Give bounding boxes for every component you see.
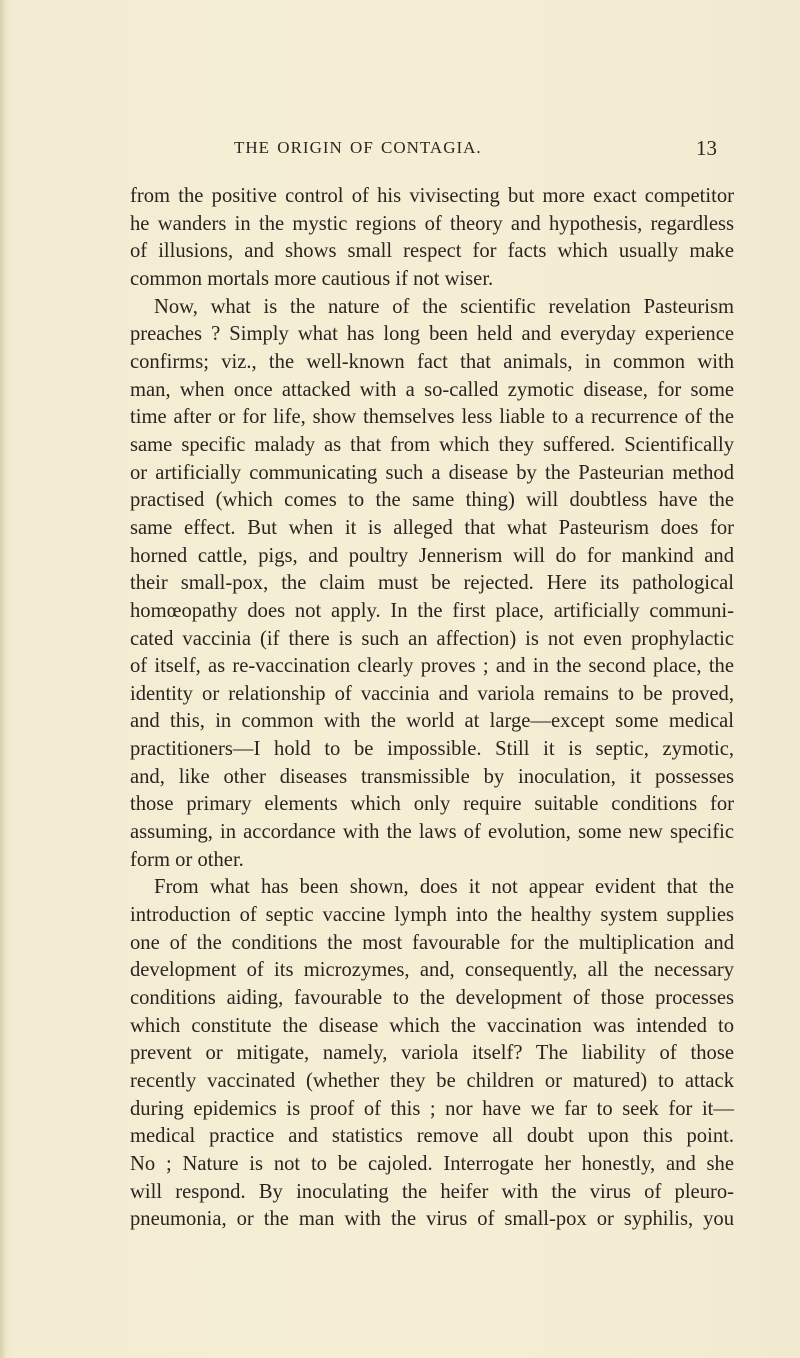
text-line: Now, what is the nature of the scientific revelation Pasteurism bbox=[154, 295, 734, 318]
text-line: horned cattle, pigs, and poultry Jennerism will do for mankind and bbox=[130, 544, 734, 567]
text-line: conditions aiding, favourable to the development of those processes bbox=[130, 987, 734, 1010]
text-line: preaches ? Simply what has long been held and everyday experience bbox=[130, 323, 734, 346]
text-line: prevent or mitigate, namely, variola itself? The liability of those bbox=[130, 1042, 734, 1065]
text-line: medical practice and statistics remove all doubt upon this point. bbox=[130, 1125, 734, 1148]
text-line: assuming, in accordance with the laws of evolution, some new specific bbox=[130, 821, 734, 844]
text-line: time after or for life, show themselves less liable to a recurrence of the bbox=[130, 406, 734, 429]
page-gutter-shadow bbox=[0, 0, 6, 1358]
text-line: practitioners—I hold to be impossible. Still it is septic, zymotic, bbox=[130, 738, 734, 761]
text-line: homœopathy does not apply. In the first place, artificially communi- bbox=[130, 599, 734, 622]
text-line: or artificially communicating such a disease by the Pasteurian method bbox=[130, 461, 734, 484]
text-line: which constitute the disease which the vaccination was intended to bbox=[130, 1014, 734, 1037]
page-number: 13 bbox=[696, 136, 717, 160]
text-line: common mortals more cautious if not wiser. bbox=[130, 267, 494, 290]
text-line: one of the conditions the most favourable for the multiplication and bbox=[130, 931, 734, 954]
text-line: same specific malady as that from which they suffered. Scientifically bbox=[130, 433, 734, 456]
running-title: THE ORIGIN OF CONTAGIA. bbox=[234, 138, 482, 157]
running-head bbox=[130, 138, 730, 164]
text-line: their small-pox, the claim must be rejected. Here its pathological bbox=[130, 572, 734, 595]
text-line: man, when once attacked with a so-called zymotic disease, for some bbox=[130, 378, 734, 401]
text-line: From what has been shown, does it not appear evident that the bbox=[154, 876, 734, 899]
text-line: from the positive control of his vivisecting but more exact competitor bbox=[130, 185, 734, 207]
text-line: practised (which comes to the same thing) will doubtless have the bbox=[130, 489, 734, 512]
text-line: recently vaccinated (whether they be children or matured) to attack bbox=[130, 1070, 734, 1092]
text-line: confirms; viz., the well-known fact that animals, in common with bbox=[130, 350, 734, 373]
text-line: during epidemics is proof of this ; nor have we far to seek for it— bbox=[130, 1097, 734, 1120]
text-line: No ; Nature is not to be cajoled. Interrogate her honestly, and she bbox=[130, 1152, 734, 1175]
text-line: same effect. But when it is alleged that what Pasteurism does for bbox=[130, 516, 734, 539]
text-line: pneumonia, or the man with the virus of small-pox or syphilis, you bbox=[130, 1208, 734, 1231]
text-line: and this, in common with the world at large—except some medical bbox=[130, 710, 734, 733]
text-line: identity or relationship of vaccinia and variola remains to be proved, bbox=[130, 682, 734, 705]
text-line: will respond. By inoculating the heifer with the virus of pleuro- bbox=[130, 1180, 734, 1203]
text-line: of itself, as re-vaccination clearly proves ; and in the second place, the bbox=[130, 655, 734, 678]
text-line: he wanders in the mystic regions of theory and hypothesis, regardless bbox=[130, 212, 734, 235]
text-line: and, like other diseases transmissible by inoculation, it possesses bbox=[130, 765, 734, 788]
text-line: cated vaccinia (if there is such an affection) is not even prophylactic bbox=[130, 627, 734, 650]
text-line: form or other. bbox=[130, 848, 244, 871]
text-line: those primary elements which only require suitable conditions for bbox=[130, 793, 734, 816]
body-text bbox=[130, 183, 734, 1234]
text-line: of illusions, and shows small respect for facts which usually make bbox=[130, 240, 734, 263]
text-line: introduction of septic vaccine lymph into the healthy system supplies bbox=[130, 904, 734, 927]
text-line: development of its microzymes, and, consequently, all the necessary bbox=[130, 959, 734, 982]
